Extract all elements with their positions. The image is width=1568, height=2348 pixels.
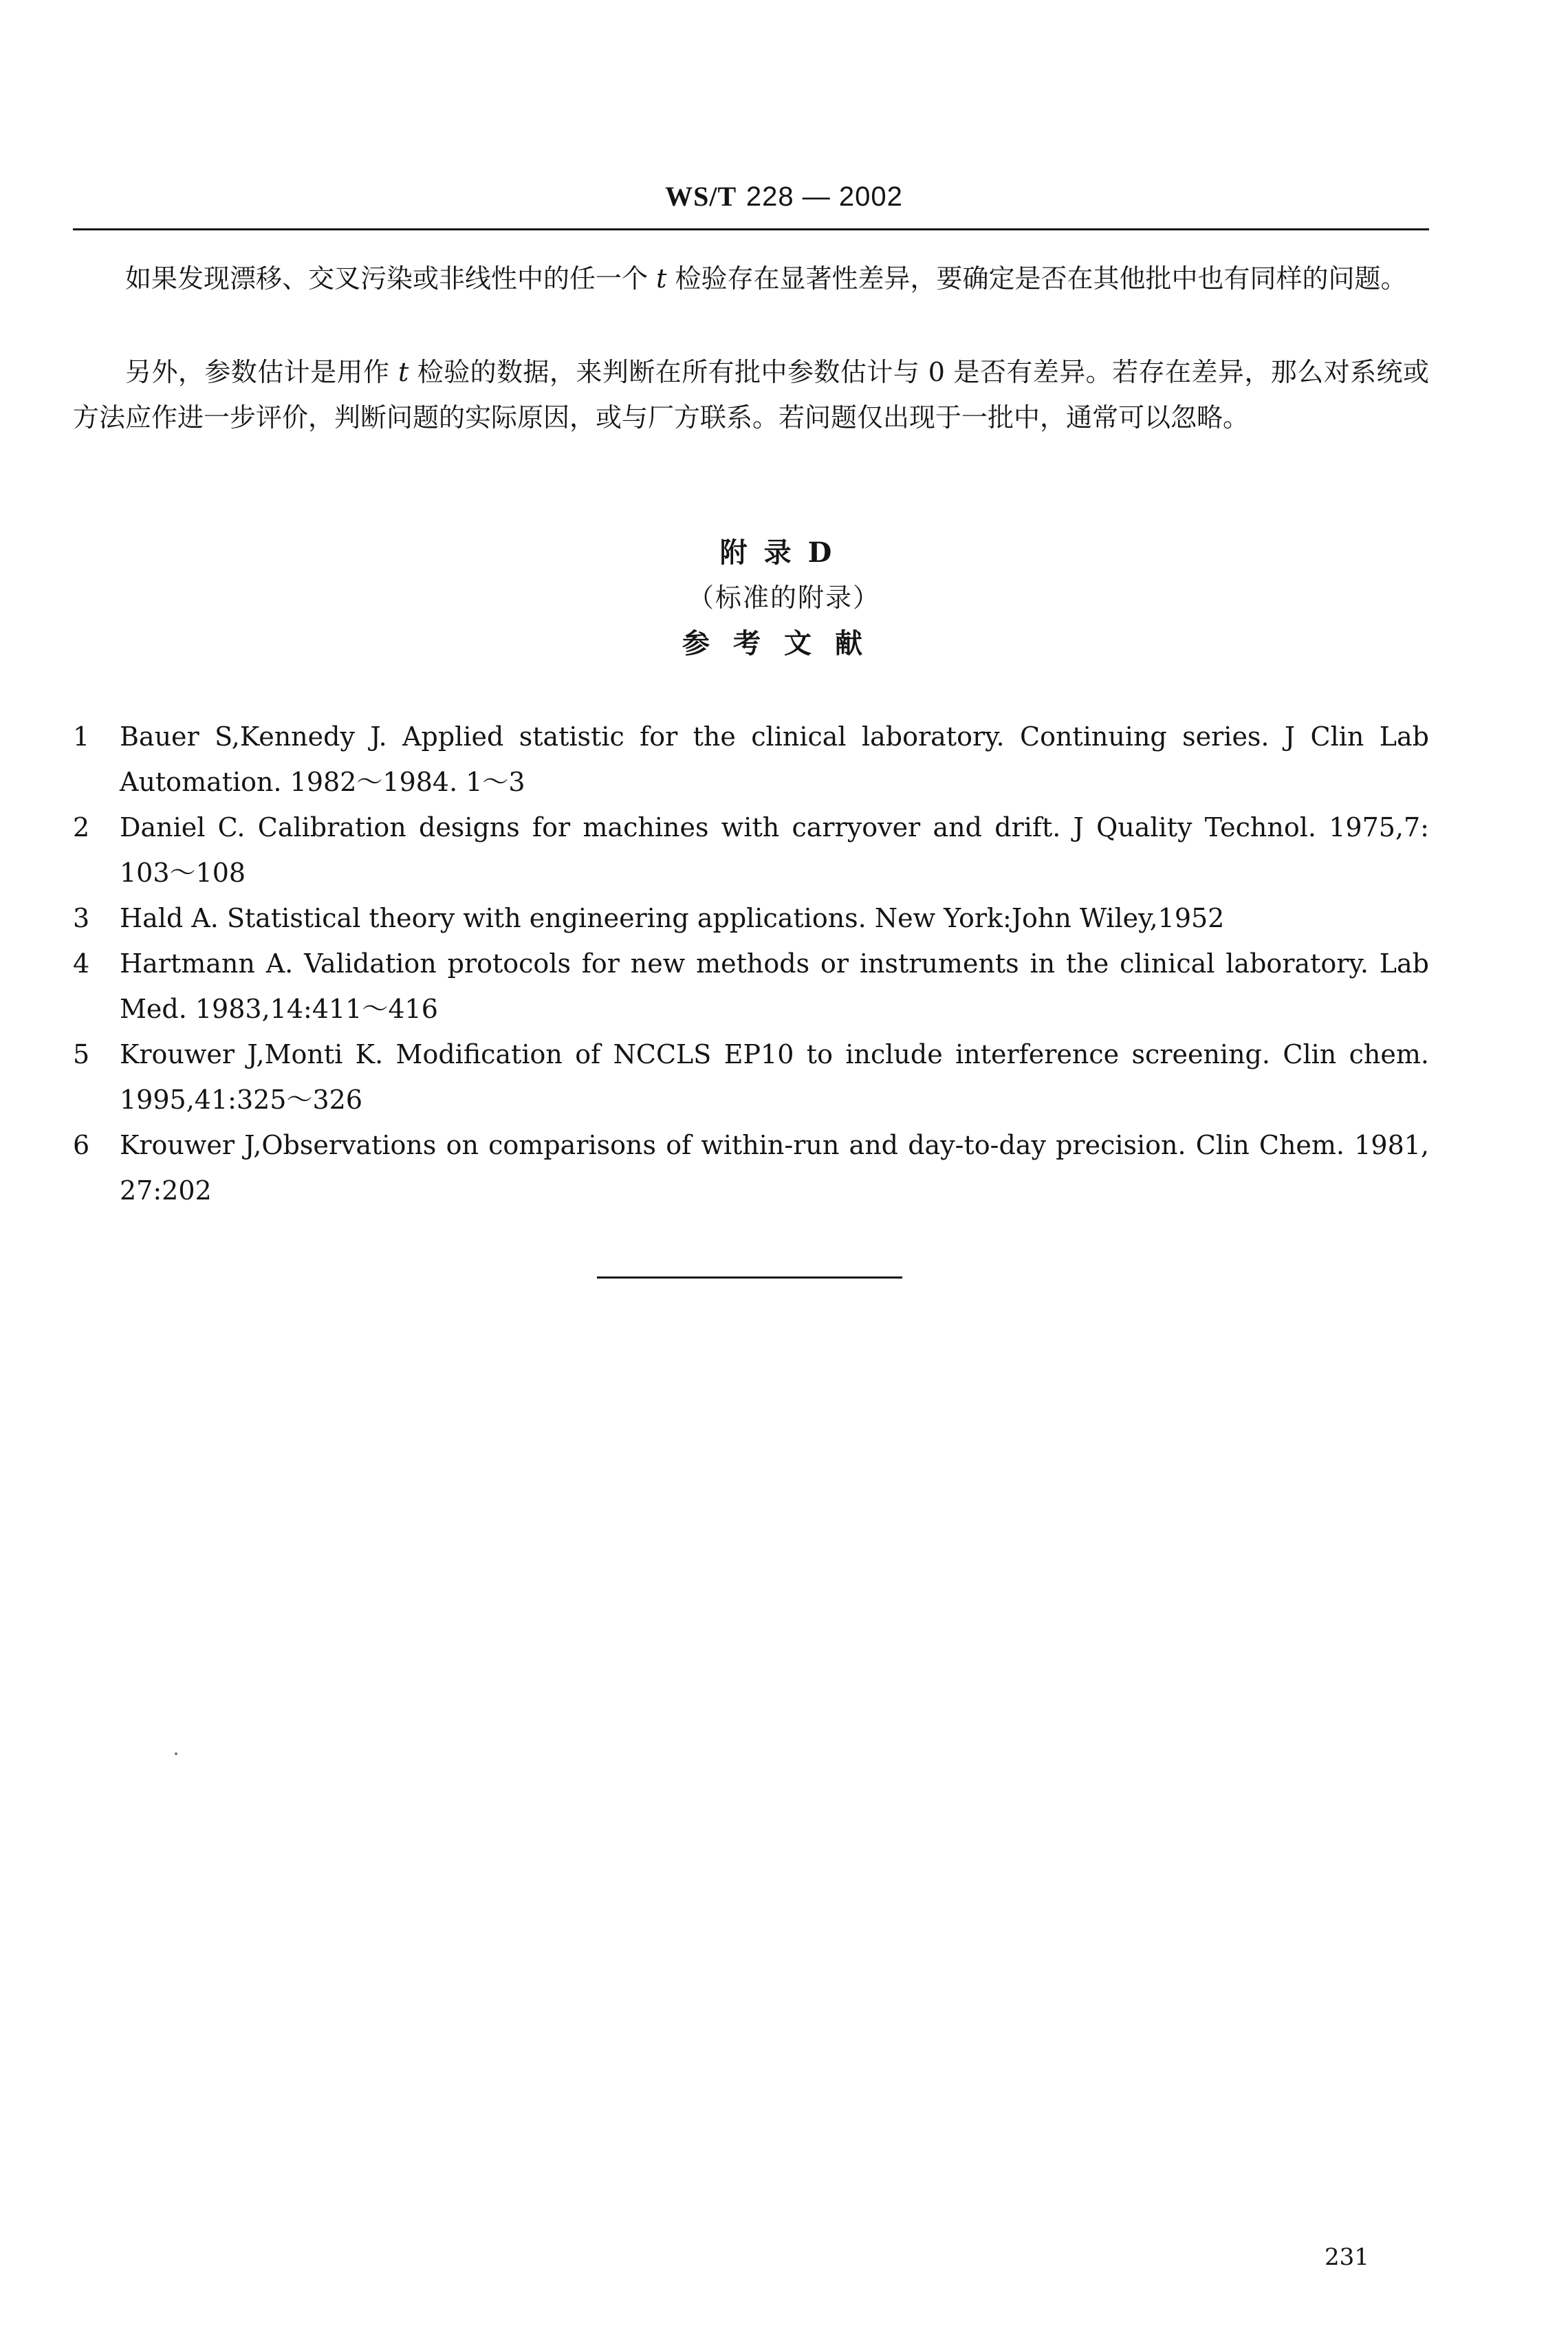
reference-text: Hald A. Statistical theory with engineering applications. New York:John Wiley,1952 bbox=[120, 903, 1225, 933]
standard-header bbox=[0, 180, 1568, 213]
reference-number: 6 bbox=[73, 1130, 90, 1160]
paragraph-2-text-b: 检验的数据，来判断在所有批中参数估计与 0 是否有差异。若存在差异，那么对系统或方法应作进一步评价，判断问题的实际原因，或与厂方联系。若问题仅出现于一批中，通常可以忽略。 bbox=[73, 357, 1429, 433]
reference-number: 5 bbox=[73, 1039, 90, 1069]
reference-text: Krouwer J,Monti K. Modification of NCCLS EP10 to include interference screening. Clin chem. 1995,41:325～326 bbox=[120, 1039, 1429, 1115]
reference-text: Bauer S,Kennedy J. Applied statistic for the clinical laboratory. Continuing series. J Clin Lab Automation. 1982～1984. 1～3 bbox=[120, 721, 1429, 797]
references-heading: 参考文献 bbox=[682, 627, 886, 660]
reference-list bbox=[73, 714, 1429, 1213]
paragraph-1-text-b: 检验存在显著性差异，要确定是否在其他批中也有同样的问题。 bbox=[666, 263, 1407, 294]
paragraph-2-text-a: 另外，参数估计是用作 bbox=[125, 357, 398, 387]
paragraph-1-italic: t bbox=[656, 263, 667, 294]
reference-number: 3 bbox=[73, 903, 90, 933]
reference-number: 1 bbox=[73, 721, 90, 752]
reference-number: 2 bbox=[73, 812, 90, 843]
reference-item bbox=[73, 805, 1429, 895]
page-number: 231 bbox=[1325, 2243, 1369, 2271]
reference-item bbox=[73, 1122, 1429, 1213]
standard-code: WS/T bbox=[665, 181, 737, 212]
reference-item bbox=[73, 1032, 1429, 1122]
standard-number: 228 — 2002 bbox=[745, 182, 903, 212]
reference-text: Krouwer J,Observations on comparisons of within-run and day-to-day precision. Clin Chem. 1981, 27:202 bbox=[120, 1130, 1429, 1206]
reference-text: Hartmann A. Validation protocols for new methods or instruments in the clinical laboratory. Lab Med. 1983,14:411～416 bbox=[120, 948, 1429, 1024]
body-paragraph-1 bbox=[73, 256, 1429, 301]
scan-speck bbox=[175, 1752, 177, 1755]
reference-number: 4 bbox=[73, 948, 90, 979]
paragraph-1-text-a: 如果发现漂移、交叉污染或非线性中的任一个 bbox=[125, 263, 657, 294]
paragraph-2-italic: t bbox=[398, 357, 409, 387]
header-rule bbox=[73, 228, 1429, 230]
reference-item bbox=[73, 714, 1429, 805]
end-rule bbox=[597, 1276, 902, 1279]
reference-text: Daniel C. Calibration designs for machines with carryover and drift. J Quality Technol. 1975,7: 103～108 bbox=[120, 812, 1429, 888]
reference-item bbox=[73, 941, 1429, 1032]
appendix-subtitle: （标准的附录） bbox=[687, 583, 880, 613]
appendix-title: 附录D bbox=[719, 536, 849, 569]
body-paragraph-2 bbox=[73, 349, 1429, 440]
reference-item bbox=[73, 895, 1429, 941]
